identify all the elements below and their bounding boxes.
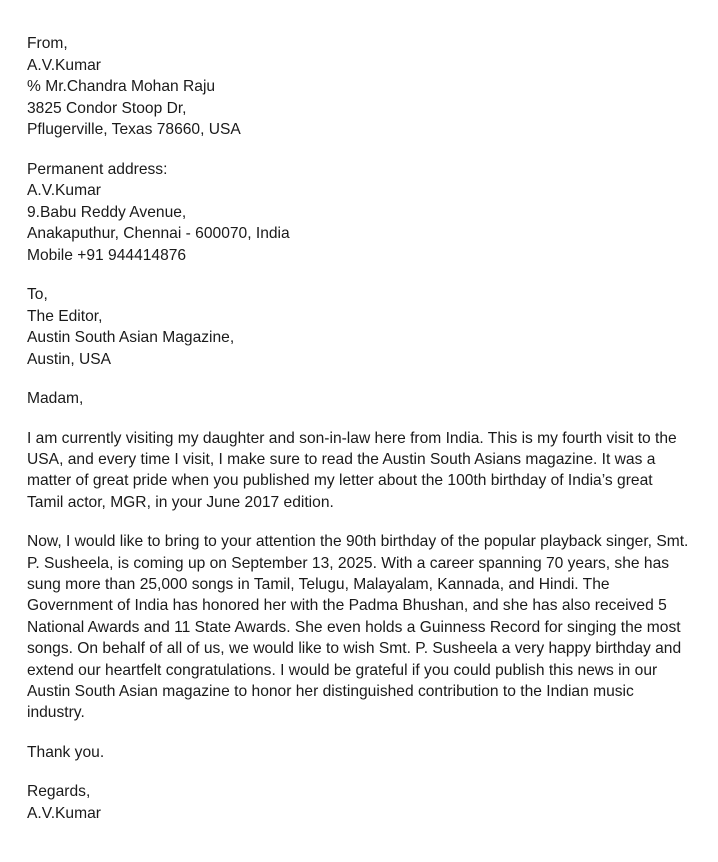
permanent-mobile: Mobile +91 944414876 — [27, 246, 187, 264]
letter-body — [27, 33, 711, 842]
paragraph-line: Now, I would like to bring to your attention the 90th birthday of the popular playback singer, Smt. — [27, 533, 689, 551]
paragraph-line: industry. — [27, 704, 85, 722]
recipient-address-block — [27, 284, 711, 370]
paragraph-line: songs. On behalf of all of us, we would like to wish Smt. P. Susheela a very happy birthday and — [27, 640, 682, 658]
sender-address-block — [27, 33, 711, 141]
permanent-street: 9.Babu Reddy Avenue, — [27, 203, 187, 221]
paragraph-line: National Awards and 11 State Awards. She even holds a Guinness Record for singing the most — [27, 618, 681, 636]
paragraph-line: sung more than 25,000 songs in Tamil, Telugu, Malayalam, Kannada, and Hindi. The — [27, 575, 610, 593]
salutation: Madam, — [27, 390, 84, 407]
paragraph-line: USA, and every time I visit, I make sure to read the Austin South Asians magazine. It was a — [27, 450, 656, 468]
signature-name: A.V.Kumar — [27, 804, 101, 822]
permanent-address-block — [27, 159, 711, 267]
sender-street: 3825 Condor Stoop Dr, — [27, 99, 187, 117]
permanent-city: Anakaputhur, Chennai - 600070, India — [27, 225, 290, 242]
paragraph-request — [27, 531, 711, 724]
paragraph-line: Government of India has honored her with the Padma Bhushan, and she has also received 5 — [27, 597, 667, 615]
permanent-heading: Permanent address: — [27, 160, 168, 178]
paragraph-line: extend our heartfelt congratulations. I would be grateful if you could publish this news in our — [27, 661, 658, 679]
paragraph-line: Tamil actor, MGR, in your June 2017 edition. — [27, 493, 334, 511]
valediction: Regards, — [27, 783, 91, 801]
recipient-title: The Editor, — [27, 307, 103, 325]
permanent-name: A.V.Kumar — [27, 182, 101, 199]
closing-block — [27, 781, 711, 824]
sender-city: Pflugerville, Texas 78660, USA — [27, 121, 241, 138]
recipient-organization: Austin South Asian Magazine, — [27, 329, 235, 346]
paragraph-intro — [27, 428, 711, 514]
paragraph-line: matter of great pride when you published my letter about the 100th birthday of India’s great — [27, 472, 653, 490]
sender-name: A.V.Kumar — [27, 56, 101, 74]
recipient-heading: To, — [27, 286, 48, 303]
sender-heading: From, — [27, 35, 68, 52]
recipient-city: Austin, USA — [27, 350, 112, 368]
thanks-line: Thank you. — [27, 743, 105, 761]
paragraph-line: P. Susheela, is coming up on September 13, 2025. With a career spanning 70 years, she has — [27, 554, 670, 572]
paragraph-line: I am currently visiting my daughter and son-in-law here from India. This is my fourth visit to the — [27, 429, 677, 447]
sender-care-of: % Mr.Chandra Mohan Raju — [27, 78, 216, 95]
thanks-block — [27, 742, 711, 764]
salutation-block — [27, 388, 711, 410]
paragraph-line: Austin South Asian magazine to honor her distinguished contribution to the Indian music — [27, 682, 634, 700]
